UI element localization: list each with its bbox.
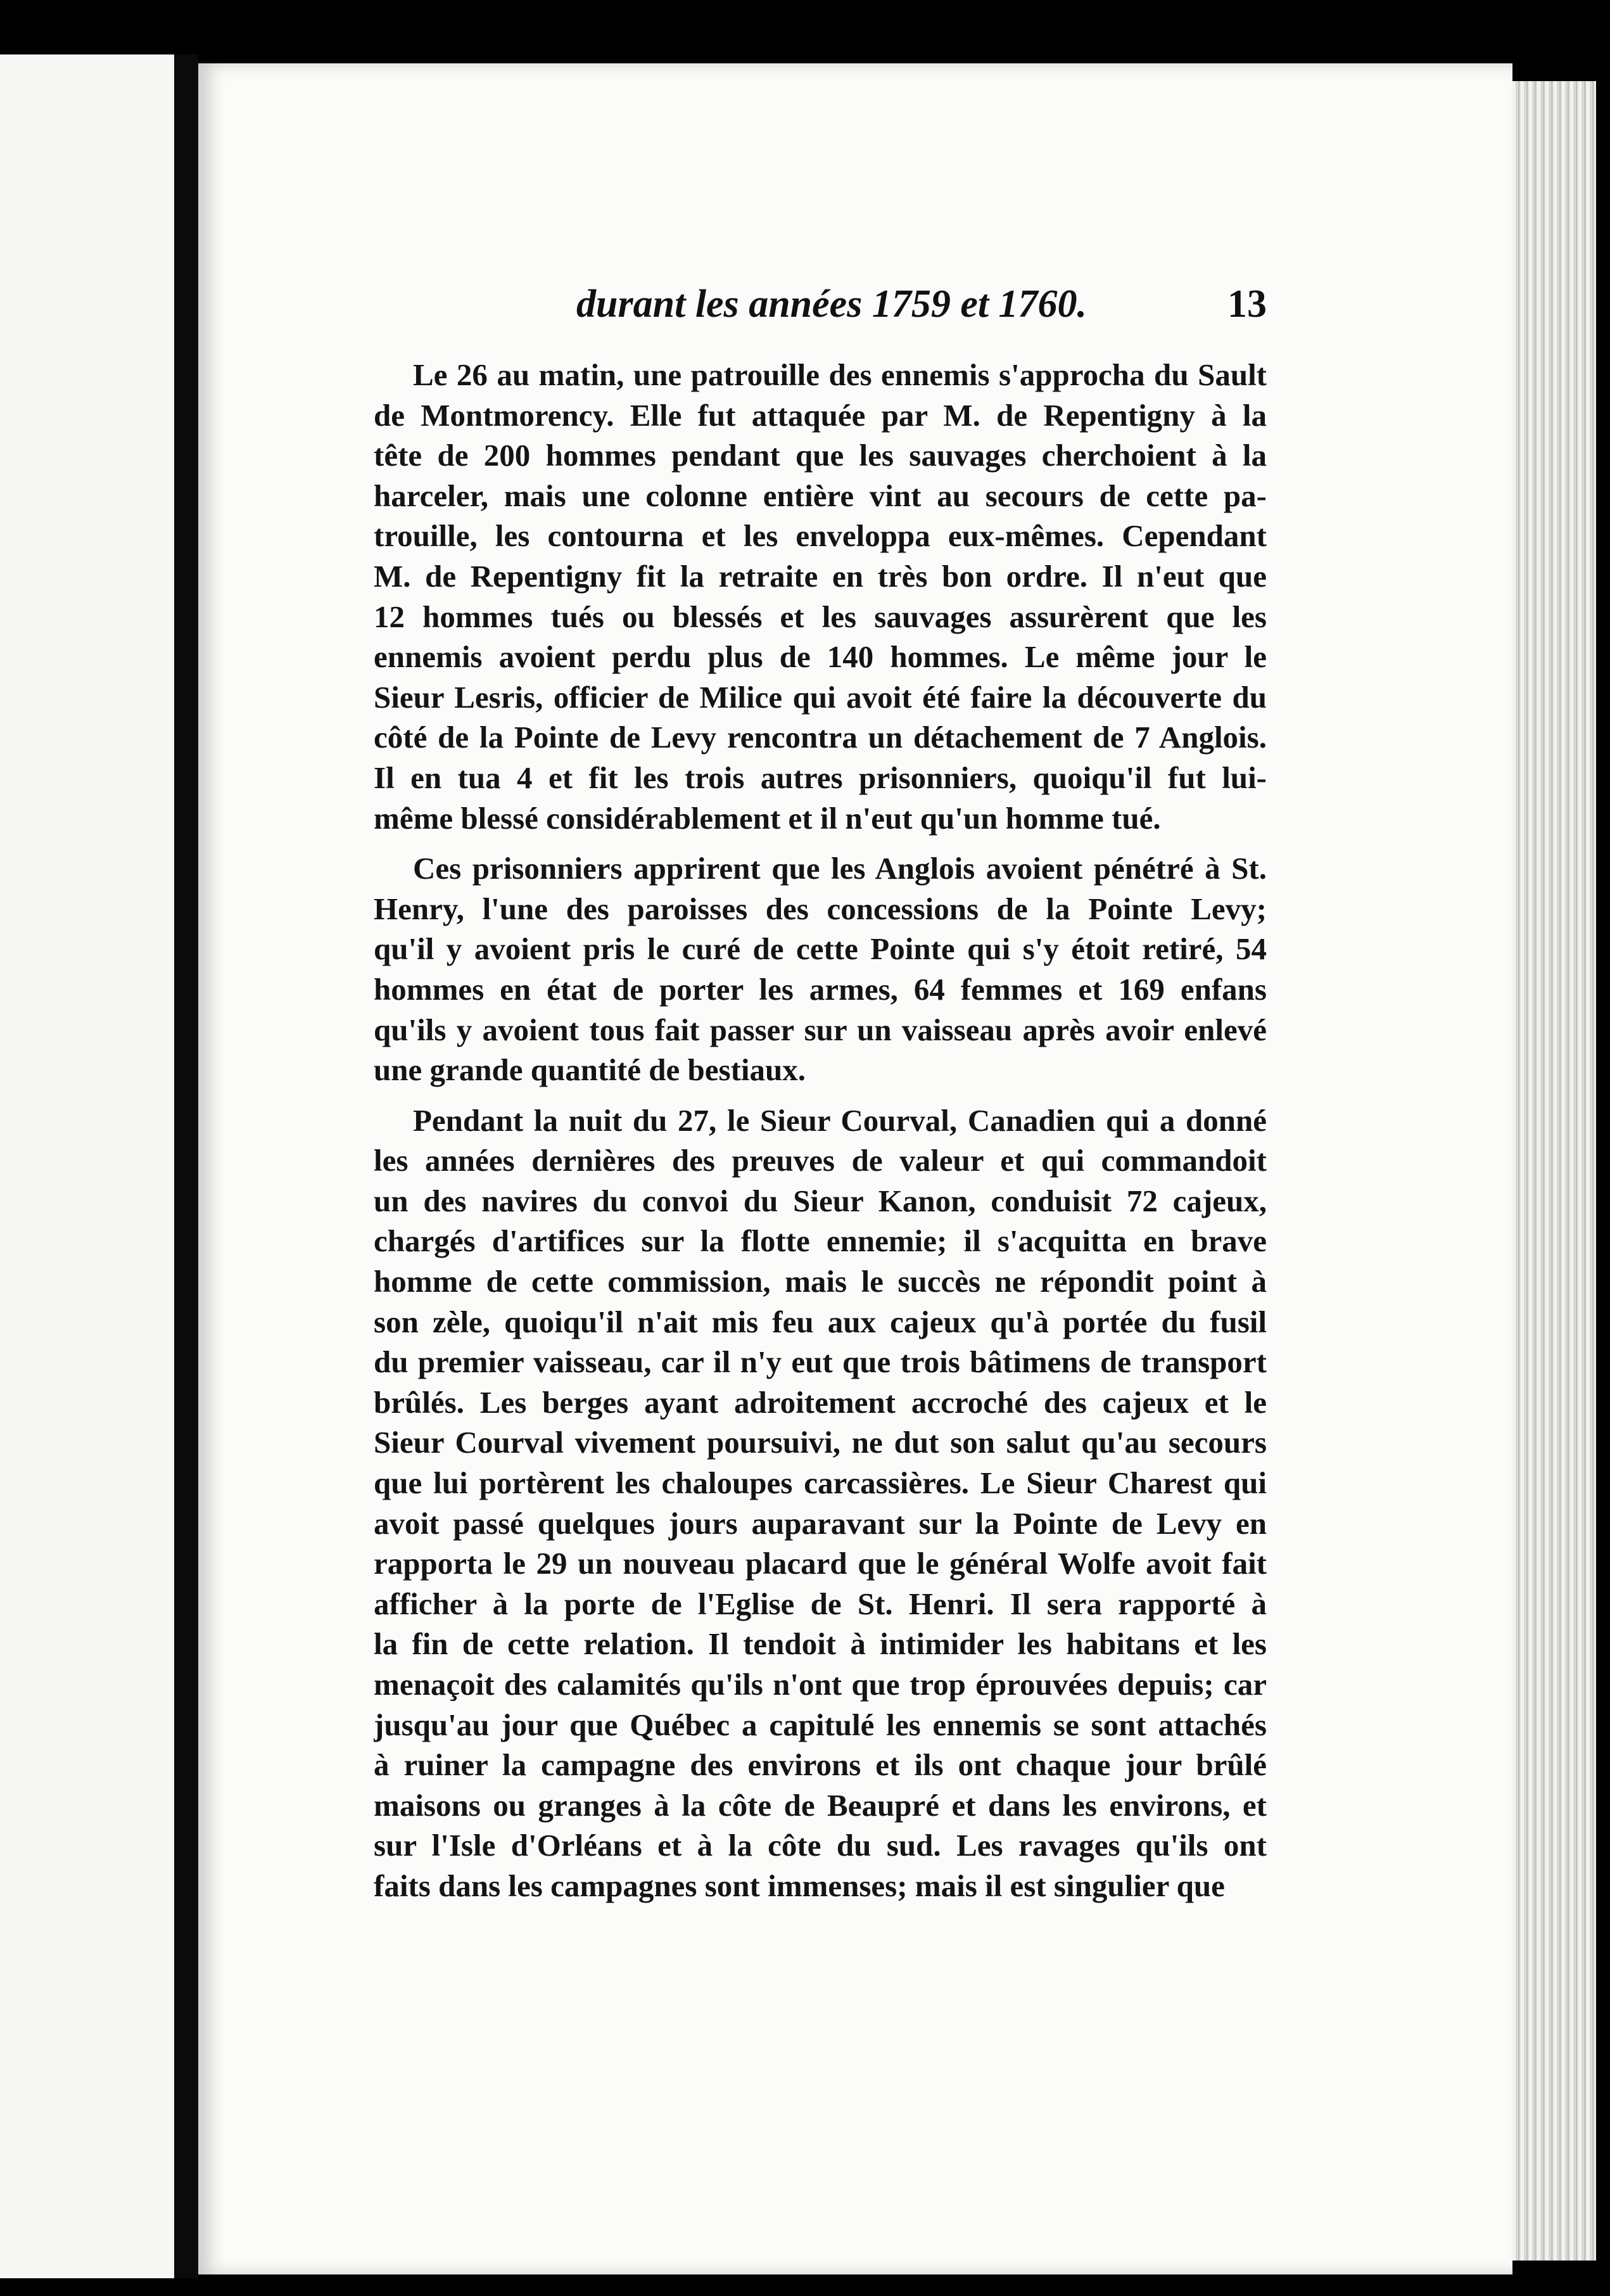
text-line: côté de la Pointe de Levy rencontra un détachement de 7 Anglois.	[374, 720, 1267, 755]
text-line: menaçoit des calamités qu'ils n'ont que trop éprouvées depuis; car	[374, 1667, 1267, 1702]
text-line: Henry, l'une des paroisses des concessions de la Pointe Levy;	[374, 891, 1267, 926]
text-line: Pendant la nuit du 27, le Sieur Courval, Canadien qui a donné	[413, 1102, 1267, 1138]
text-line: chargés d'artifices sur la flotte ennemie; il s'acquitta en brave	[374, 1223, 1267, 1259]
text-line: Le 26 au matin, une patrouille des ennemis s'approcha du Sault	[413, 357, 1267, 392]
text-line: Sieur Courval vivement poursuivi, ne dut son salut qu'au secours	[374, 1425, 1267, 1460]
page-header	[576, 282, 1267, 339]
body-text	[374, 355, 1267, 1917]
page-edges	[1512, 81, 1596, 2261]
text-line: un des navires du convoi du Sieur Kanon, conduisit 72 cajeux,	[374, 1183, 1267, 1218]
text-line: Ces prisonniers apprirent que les Anglois avoient pénétré à St.	[413, 851, 1267, 886]
text-line: jusqu'au jour que Québec a capitulé les ennemis se sont attachés	[374, 1707, 1267, 1742]
text-line: hommes en état de porter les armes, 64 femmes et 169 enfans	[374, 971, 1267, 1007]
text-line: sur l'Isle d'Orléans et à la côte du sud. Les ravages qu'ils ont	[374, 1828, 1267, 1863]
text-line: M. de Repentigny fit la retraite en très bon ordre. Il n'eut que	[374, 558, 1267, 594]
text-line: Sieur Lesris, officier de Milice qui avoit été faire la découverte du	[374, 679, 1267, 715]
text-line: ennemis avoient perdu plus de 140 hommes. Le même jour le	[374, 639, 1267, 675]
book-gutter	[174, 54, 198, 2278]
paragraph	[374, 1100, 1267, 1906]
text-line: homme de cette commission, mais le succès ne répondit point à	[374, 1264, 1267, 1299]
text-line: à ruiner la campagne des environs et ils ont chaque jour brûlé	[374, 1747, 1267, 1783]
text-line: une grande quantité de bestiaux.	[374, 1052, 806, 1088]
paragraph	[374, 355, 1267, 838]
text-line: de Montmorency. Elle fut attaquée par M. de Repentigny à la	[374, 397, 1267, 433]
text-line: son zèle, quoiqu'il n'ait mis feu aux cajeux qu'à portée du fusil	[374, 1304, 1267, 1339]
text-line: les années dernières des preuves de valeur et qui commandoit	[374, 1143, 1267, 1178]
text-line: brûlés. Les berges ayant adroitement accroché des cajeux et le	[374, 1384, 1267, 1420]
text-line: afficher à la porte de l'Eglise de St. Henri. Il sera rapporté à	[374, 1586, 1267, 1621]
text-line: qu'ils y avoient tous fait passer sur un vaisseau après avoir enlevé	[374, 1012, 1267, 1047]
text-line: que lui portèrent les chaloupes carcassières. Le Sieur Charest qui	[374, 1465, 1267, 1501]
text-line: même blessé considérablement et il n'eut qu'un homme tué.	[374, 800, 1161, 836]
text-line: qu'il y avoient pris le curé de cette Pointe qui s'y étoit retiré, 54	[374, 931, 1267, 967]
text-line: tête de 200 hommes pendant que les sauvages cherchoient à la	[374, 438, 1267, 473]
text-line: maisons ou granges à la côte de Beaupré et dans les environs, et	[374, 1787, 1267, 1823]
text-line: la fin de cette relation. Il tendoit à intimider les habitans et les	[374, 1626, 1267, 1662]
text-line: trouille, les contourna et les enveloppa eux-mêmes. Cependant	[374, 518, 1267, 554]
text-line: faits dans les campagnes sont immenses; mais il est singulier que	[374, 1868, 1225, 1903]
text-line: 12 hommes tués ou blessés et les sauvages assurèrent que les	[374, 599, 1267, 634]
text-line: harceler, mais une colonne entière vint au secours de cette pa-	[374, 478, 1267, 513]
text-line: Il en tua 4 et fit les trois autres prisonniers, quoiqu'il fut lui-	[374, 760, 1267, 795]
paragraph	[374, 848, 1267, 1090]
text-line: avoit passé quelques jours auparavant sur la Pointe de Levy en	[374, 1505, 1267, 1541]
running-title: durant les années 1759 et 1760.	[576, 283, 1087, 326]
text-line: du premier vaisseau, car il n'y eut que trois bâtimens de transport	[374, 1344, 1267, 1380]
previous-page-margin	[0, 54, 174, 2278]
text-line: rapporta le 29 un nouveau placard que le général Wolfe avoit fait	[374, 1546, 1267, 1581]
page-number: 13	[1227, 283, 1267, 326]
